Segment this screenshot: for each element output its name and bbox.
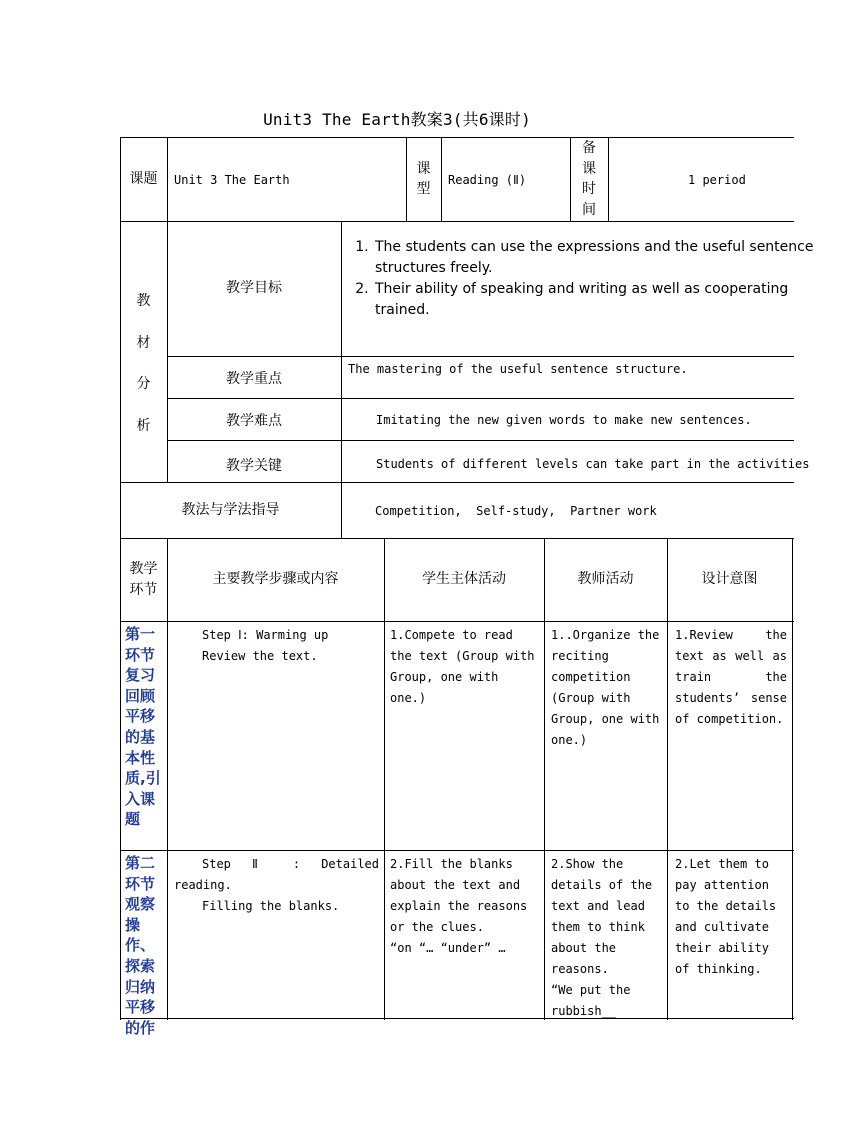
header-student: 学生主体活动 <box>422 571 506 587</box>
header-steps: 主要教学步骤或内容 <box>212 571 339 587</box>
analysis-section-label: 教材分析 <box>136 293 151 434</box>
goals-list <box>341 237 814 321</box>
header-design: 设计意图 <box>701 571 758 587</box>
stage-2-teacher-extra: “We put the rubbish__ <box>551 983 631 1018</box>
stage-1-label: 第一环节复习回顾平移的基本性质,引入课题 <box>125 625 161 829</box>
topic-value: Unit 3 The Earth <box>174 173 290 187</box>
stage-2-teacher: 2.Show the details of the text and lead them to think about the reasons. <box>551 857 653 976</box>
key-value: Students of different levels can take part in the activities <box>376 457 810 471</box>
stage-2-step-title: Step Ⅱ : Detailed reading. <box>174 857 379 892</box>
stage-2-design: 2.Let them to pay attention to the details and cultivate their ability of thinking. <box>675 857 777 976</box>
key-label: 教学关键 <box>226 457 282 474</box>
type-value: Reading (Ⅱ) <box>448 173 527 187</box>
stage-2-label: 第二环节观察操作、探索归纳平移的作 <box>125 854 156 1037</box>
difficulties-value: Imitating the new given words to make new sentences. <box>376 413 752 427</box>
method-value: Competition, Self-study, Partner work <box>375 504 657 518</box>
stage-1-teacher: 1..Organize the reciting competition (Group with Group, one with one.) <box>551 628 660 747</box>
difficulties-label: 教学难点 <box>226 412 282 429</box>
goals-label: 教学目标 <box>226 280 282 296</box>
key-points-value: The mastering of the useful sentence structure. <box>348 362 688 376</box>
stage-1-step-title: Step Ⅰ: Warming up <box>202 628 329 642</box>
method-label: 教法与学法指导 <box>181 501 280 518</box>
topic-label: 课题 <box>129 170 158 187</box>
header-teacher: 教师活动 <box>577 571 634 587</box>
header-stage: 教学环节 <box>129 560 158 598</box>
lesson-plan-table <box>120 137 814 1037</box>
goal-item: 2. Their ability of speaking and writing as well as cooperating trained. <box>373 279 845 321</box>
key-points-label: 教学重点 <box>226 370 282 387</box>
stage-2-step-detail: Filling the blanks. <box>202 899 340 913</box>
document-title: Unit3 The Earth教案3(共6课时) <box>263 110 531 129</box>
stage-2-student-extra: “on “… “under” … <box>390 941 506 955</box>
stage-2-student: 2.Fill the blanks about the text and explain the reasons or the clues. <box>390 857 528 934</box>
stage-1-student: 1.Compete to read the text (Group with Group, one with one.) <box>390 628 535 705</box>
type-label: 课型 <box>416 161 431 197</box>
stage-1-design: 1.Review the text as well as train the students’ sense of competition. <box>675 628 787 726</box>
goal-item: 1. The students can use the expressions and the useful sentence structures freely. <box>373 237 845 279</box>
stage-1-step-detail: Review the text. <box>202 649 318 663</box>
prep-time-label: 备课时间 <box>582 140 596 218</box>
prep-time-value: 1 period <box>688 173 746 187</box>
